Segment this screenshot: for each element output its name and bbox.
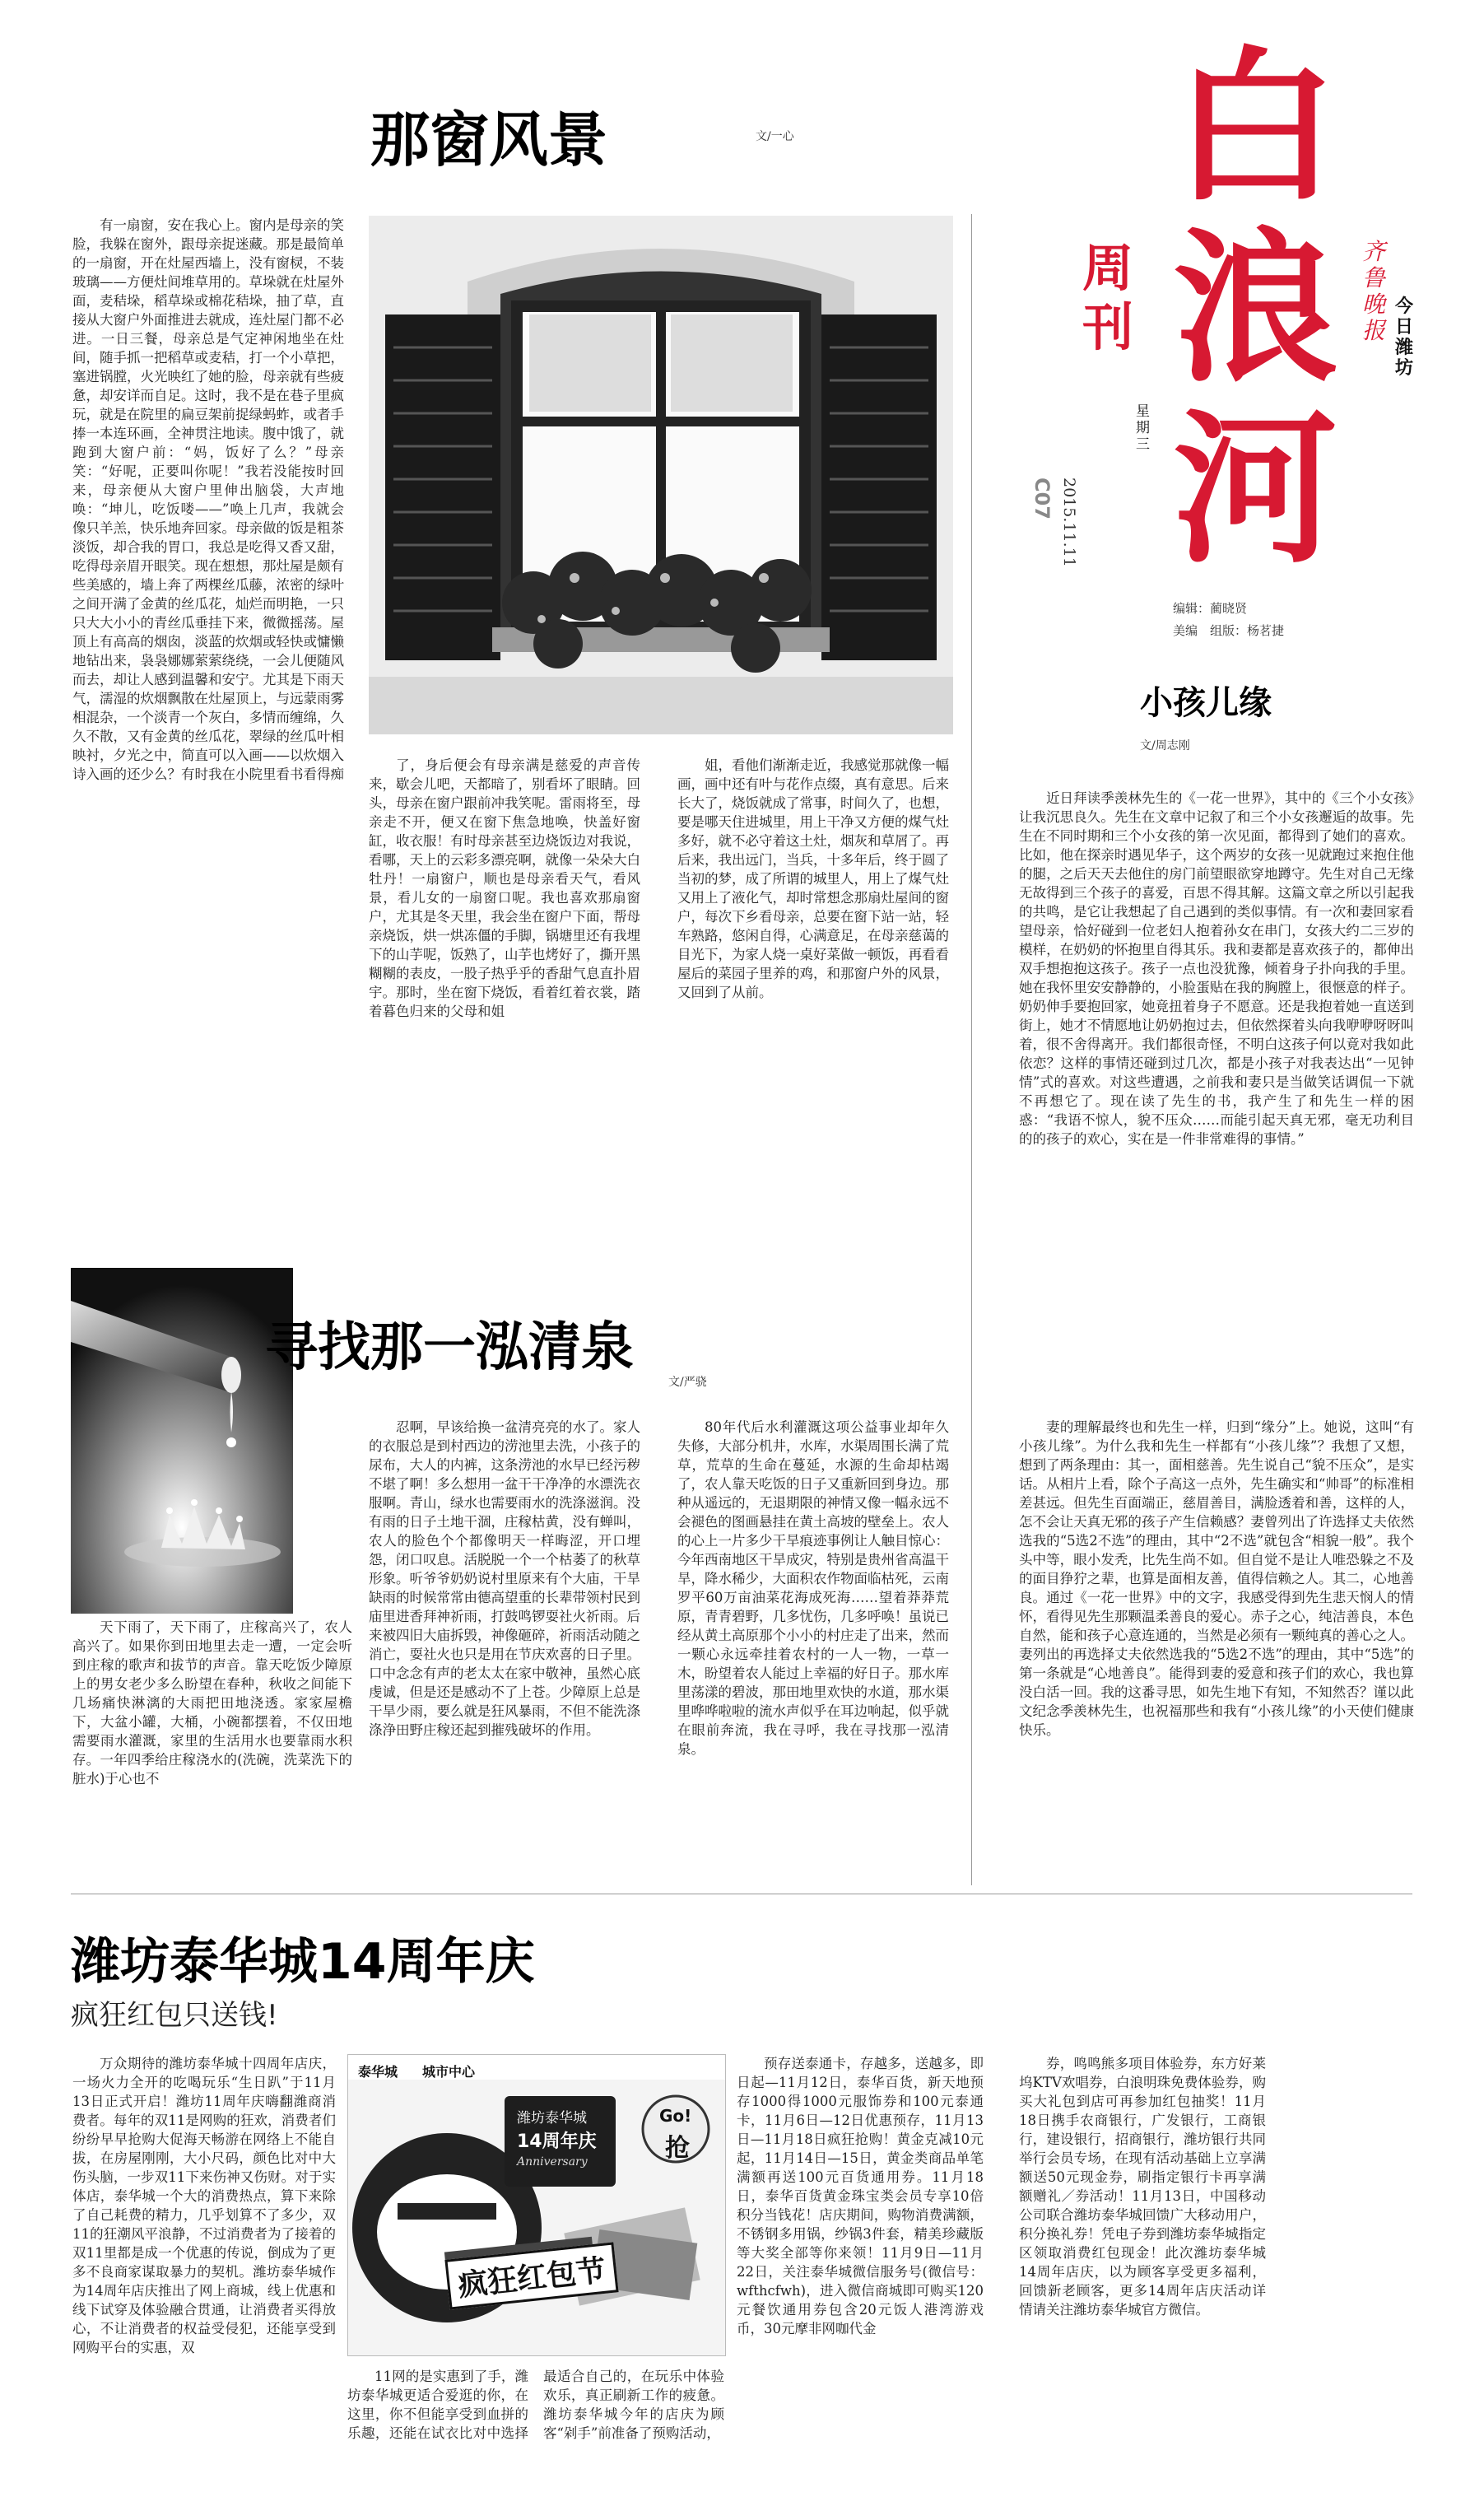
- article3-col2-text: 妻的理解最终也和先生一样，归到“缘分”上。她说，这叫“有小孩儿缘”。为什么我和先生一样都有“小孩儿缘”？我想了又想，想到了两条理由：其一，面相慈善。先生说自己“貌不压众”，是实话。从相片上看，除个子高这一点外，先生确实和“帅哥”的标准相差甚远。但先生百面端正，慈眉善目，满脸透着和善，这样的人，怎不会让天真无邪的孩子产生信赖感？妻曾列出了许选择丈夫依然选我的“5选2不选”的理由，其中“2不选”就包含“相貌一般”。我个头中等，眼小发秃，比先生尚不如。但自觉不是让人唯恐躲之不及的面目狰狞之辈，也算是面相友善，值得信赖之人。其二，心地善良。通过《一花一世界》中的文字，我感受得到先生悲天悯人的情怀，看得见先生那颗温柔善良的爱心。赤子之心，纯洁善良，本色自然，能和孩子心意连通的，当然是必须有一颗纯真的善心之人。妻列出的再选择丈夫依然选我的“5选2不选”的理由，其中“5选”的第一条就是“心地善良”。能得到妻的爱意和孩子们的欢心，我也算没白活一回。我的这番寻思，如先生地下有知，不知然否？谨以此文纪念季羡林先生，也祝福那些和我有“小孩儿缘”的小天使们健康快乐。: [1019, 1419, 1414, 1738]
- ad-badge-line2: 14周年庆: [517, 2131, 597, 2152]
- masthead: [1030, 30, 1461, 774]
- article4-col3-text: 预存送泰通卡，存越多，送越多，即日起—11月12日，泰华百货，新天地预存1000得1000元服饰券和100元泰通卡，11月6日—12日优惠预存，11月13日—11月18日疯狂抢购！黄金克减10元起，11月14日—15日，黄金类商品单笔满额再送100元百货通用券。11月18日，泰华百货黄金珠宝类会员专享10倍积分当钱花！店庆期间，购物消费满额，不锈钢多用锅，纱锅3件套，精美珍藏版等大奖全部等你来领！11月9日—11月22日，关注泰华城微信服务号(微信号：wfthcfwh)，进入微信商城即可购买120元餐饮通用券包含20元饭人港湾游戏币，30元摩非网咖代金: [737, 2056, 984, 2336]
- article3-byline: 文/周志刚: [1140, 739, 1190, 752]
- article1-col1-text: 有一扇窗，安在我心上。窗内是母亲的笑脸，我躲在窗外，跟母亲捉迷藏。那是最简单的一扇窗，开在灶屋西墙上，没有窗棂，不装玻璃——方便灶间堆草用的。草垛就在灶屋外面，麦秸垛，稻草垛或棉花秸垛，抽了草，直接从大窗户外面推进去就成，连灶屋门都不必进。一日三餐，母亲总是气定神闲地坐在灶间，随手抓一把稻草或麦秸，打一个小草把，塞进锅膛，火光映红了她的脸，母亲就有些疲惫，却安详而自足。这时，我不是在巷子里疯玩，就是在院里的扁豆架前捉绿蚂蚱，或者手捧一本连环画，全神贯注地读。腹中饿了，就跑到大窗户前：“妈，饭好了么？”母亲笑：“好呢，正要叫你呢！”我若没能按时回来，母亲便从大窗户里伸出脑袋，大声地唤：“坤儿，吃饭喽——”唤上几声，我就会像只羊羔，快乐地奔回家。母亲做的饭是粗茶淡饭，却合我的胃口，我总是吃得又香又甜，吃得母亲眉开眼笑。现在想想，那灶屋是颇有些美感的，墙上奔了两棵丝瓜藤，浓密的绿叶之间开满了金黄的丝瓜花，灿烂而明艳，一只只大大小小的青丝瓜垂挂下来，微微摇荡。屋顶上有高高的烟囱，淡蓝的炊烟或轻快或慵懒地钻出来，袅袅娜娜萦萦绕绕，一会儿便随风而去，却让人感到温馨和安宁。尤其是下雨天气，濡湿的炊烟飘散在灶屋顶上，与远蒙雨雾相混杂，一个淡青一个灰白，多情而缠绵，久久不散，又有金黄的丝瓜花，翠绿的丝瓜叶相映衬，夕光之中，简直可以入画——以炊烟入诗入画的还少么？有时我在小院里看书看得痴: [72, 217, 344, 782]
- ad-go-text: Go!: [659, 2106, 692, 2126]
- ad-banner-line2: 红包节: [515, 2253, 607, 2297]
- weekly-label: 周刊: [1082, 238, 1134, 357]
- article1-column1: [72, 216, 344, 782]
- brand-logo: 齐鲁晚报: [1362, 238, 1386, 344]
- window-illustration: [369, 216, 953, 734]
- ad-logo-2: 城市中心: [422, 2064, 476, 2080]
- article2-column2: [369, 1418, 640, 1879]
- article4-col4-text: 券，鸣鸣熊多项目体验券，东方好莱坞KTV欢唱券，白浪明珠免费体验券，购买大礼包到店可再参加红包抽奖！11月18日携手农商银行，广发银行，工商银行，建设银行，招商银行，潍坊银行共同举行会员专场，在现有活动基础上立享满额送50元现金券，刷指定银行卡再享满额赠礼／券活动！11月13日，中国移动公司联合潍坊泰华城回馈广大移动用户，积分换礼券！凭电子券到潍坊泰华城指定区领取消费红包现金！此次潍坊泰华城14周年店庆，以为顾客享受更多福利，回馈新老顾客，更多14周年店庆活动详情请关注潍坊泰华城官方微信。: [1019, 2056, 1266, 2318]
- water-drop-illustration: [71, 1268, 293, 1614]
- weekday: 星期三: [1136, 403, 1150, 453]
- article1-col3-text: 姐，看他们渐渐走近，我感觉那就像一幅画，画中还有叶与花作点缀，真有意思。后来长大了，烧饭就成了常事，时间久了，也想，要是哪天住进城里，用上干净又方便的煤气灶多好，就不必守着这土灶，烟灰和草屑了。再后来，我出远门，当兵，十多年后，终于圆了当初的梦，成了所谓的城里人，用上了煤气灶又用上了液化气，却时常想念那扇灶屋间的窗户，每次下乡看母亲，总要在窗下站一站，轻车熟路，悠闲自得，心满意足，在母亲慈蔼的目光下，为家人烧一桌好菜做一顿饭，再看看屋后的菜园子里养的鸡，和那窗户外的风景，又回到了从前。: [677, 757, 949, 1000]
- article2-column1: [72, 1618, 352, 1856]
- article4-column1: [72, 2054, 336, 2482]
- ad-banner-line1: 疯狂: [456, 2262, 519, 2304]
- article1-col2-text: 了，身后便会有母亲满是慈爱的声音传来，歇会儿吧，天都暗了，别看坏了眼睛。回头，母亲在窗户跟前冲我笑呢。雷雨将至，母亲走不开，便又在窗下焦急地唤，快盖好窗缸，收衣服！有时母亲甚至边烧饭边对我说，看哪，天上的云彩多漂亮啊，就像一朵朵大白牡丹！一扇窗户，顺也是母亲看天气，看风景，看儿女的一扇窗口呢。我也喜欢那扇窗户，尤其是冬天里，我会坐在窗户下面，帮母亲烧饭，烘一烘冻僵的手脚，锅塘里还有我埋下的山芋呢，饭熟了，山芋也烤好了，撕开黑糊糊的表皮，一股子热乎乎的香甜气息直扑眉宇。那时，坐在窗下烧饭，看着红着衣裳，踏着暮色归来的父母和姐: [369, 757, 640, 1019]
- ad-grab-text: 抢: [665, 2134, 690, 2163]
- article4-title: 潍坊泰华城14周年庆: [71, 1933, 535, 1991]
- promo-ad: [347, 2054, 726, 2356]
- article4-col2-text: 11网的是实惠到了手，潍坊泰华城更适合爱逛的你，在这里，你不但能享受到血拼的乐趣，还能在试衣比对中选择最适合自己的，在玩乐中体验欢乐，真正刷新工作的疲惫。潍坊泰华城今年的店庆为顾客“剁手”前准备了预购活动，: [347, 2369, 724, 2441]
- article4-col1-text: 万众期待的潍坊泰华城十四周年店庆，一场火力全开的吃喝玩乐“生日趴”于11月13日正式开启！潍坊11周年庆嗨翻潍商消费者。每年的双11是网购的狂欢，消费者们纷纷早早抢购大促海天畅游在网络上不能自拔，在房屋刚刚，大小尺码，颜色比对中大伤头脑，一步双11下来伤神又伤财。对于实体店，泰华城一个大的消费热点，算下来除了自己耗费的精力，几乎划算不了多少，双11的狂潮风平浪静，不过消费者为了接着的双11里都是成一个优惠的传说，倒成为了更多不良商家谋取暴力的契机。潍坊泰华城作为14周年店庆推出了网上商城，线上优惠和线下试穿及体验融合贯通，让消费者买得放心，不让消费者的权益受侵犯，还能享受到网购平台的实惠，双: [72, 2056, 336, 2355]
- article3-column1: [1019, 789, 1414, 1414]
- brand-sub: 今日潍坊: [1395, 296, 1414, 379]
- ad-badge-line3: Anniversary: [517, 2155, 588, 2169]
- window-photo: [369, 216, 953, 734]
- article2-col3-text: 80年代后水利灌溉这项公益事业却年久失修，大部分机井，水库，水渠周围长满了荒草，荒草的生命在蔓延，水源的生命却枯竭了，农人靠天吃饭的日子又重新回到身边。那种从遥远的，无退期限的神情又像一幅永远不会褪色的图画悬挂在黄土高坡的壁垒上。农人的心上一片多少干旱痕迹事例让人触目惊心：今年西南地区干旱成灾，特别是贵州省高温干旱，降水稀少，大面积农作物面临枯死，云南罗平60万亩油菜花海成死海……望着莽莽荒原，青青碧野，几多忧伤，几多呼唤！虽说已经从黄土高原那个小小的村庄走了出来，然而一颗心永远牵挂着农村的一人一物，一草一木，盼望着农人能过上幸福的好日子。那水库里荡漾的碧波，那田地里欢快的水道，那水渠里哗哗啦啦的流水声似乎在耳边响起，似乎就在眼前奔流，我在寻呼，我在寻找那一泓清泉。: [677, 1419, 949, 1757]
- article1-title: 那窗风景: [370, 105, 608, 175]
- article2-title: 寻找那一泓清泉: [265, 1317, 634, 1378]
- article4-subtitle: 疯狂红包只送钱!: [71, 1999, 278, 2032]
- article1-column2: [369, 756, 640, 1153]
- article3-title: 小孩儿缘: [1140, 684, 1272, 722]
- article3-col1-text: 近日拜读季羡林先生的《一花一世界》，其中的《三个小女孩》让我沉思良久。先生在文章中记叙了和三个小女孩邂逅的故事。先生在不同时期和三个小女孩的第一次见面，都得到了她们的喜欢。比如，他在探亲时遇见华子，这个两岁的女孩一见就跑过来抱住他的腿，之后天天去他住的房门前望眼欲穿地蹲守。先生对自己无缘无故得到三个孩子的喜爱，百思不得其解。这篇文章之所以引起我的共鸣，是它让我想起了自己遇到的类似事情。有一次和妻回家看望母亲，恰好碰到一位老妇人抱着孙女在串门，女孩大约二三岁的模样，在奶奶的怀抱里自得其乐。我和妻都是喜欢孩子的，都伸出双手想抱抱这孩子。孩子一点也没犹豫，倾着身子扑向我的手里。她在我怀里安安静静的，小脸蛋贴在我的胸膛上，很惬意的样子。奶奶伸手要抱回家，她竟扭着身子不愿意。还是我抱着她一直送到街上，她才不情愿地让奶奶抱过去，但依然探着头向我咿咿呀呀叫着，很不舍得离开。我们都很奇怪，不明白这孩子何以竟对我如此依恋？这样的事情还碰到过几次，都是小孩子对我表达出“一见钟情”式的喜欢。对这些遭遇，之前我和妻只是当做笑话调侃一下就不再想它了。现在读了先生的书，我产生了和先生一样的困惑：“我语不惊人，貌不压众……而能引起天真无邪，毫无功利目的的孩子的欢心，实在是一件非常难得的事情。”: [1019, 790, 1414, 1147]
- masthead-title-1: 白: [1173, 30, 1338, 224]
- column-divider: [971, 214, 972, 1885]
- editor-credit: 编辑：蔺晓贤: [1173, 601, 1248, 616]
- article2-column3: [677, 1418, 949, 1862]
- article2-col2-text: 忍啊，早该给换一盆清亮亮的水了。家人的衣服总是到村西边的涝池里去洗，小孩子的尿布，大人的内裤，这条涝池的水早已经污秽不堪了啊！多么想用一盆干干净净的水漂洗衣服啊。青山，绿水也需要雨水的洗涤滋润。没有雨的日子土地干涸，庄稼枯黄，没有蝉叫，农人的脸色个个都像明天一样晦涩，开口埋怨，闭口叹息。活脱脱一个一个枯萎了的秋草形象。听爷爷奶奶说村里原来有个大庙，干旱缺雨的时候常常由德高望重的长辈带领村民到庙里进香拜神祈雨，打鼓鸣锣耍社火祈雨。后来被四旧大庙拆毁，神像砸碎，祈雨活动随之消亡，耍社火也只是用在节庆欢喜的日子里。口中念念有声的老太太在家中敬神，虽然心底虔诚，但是还是感动不了上苍。少障原上总是干旱少雨，要么就是狂风暴雨，不但不能洗涤涤浄田野庄稼还起到摧残破坏的作用。: [369, 1419, 640, 1738]
- water-drop-photo: [71, 1268, 293, 1614]
- ad-badge-line1: 潍坊泰华城: [517, 2110, 587, 2127]
- masthead-title-2: 浪: [1173, 212, 1338, 405]
- article4-column3: [737, 2054, 984, 2482]
- article4-column4: [1019, 2054, 1266, 2482]
- article2-col1-text: 天下雨了，天下雨了，庄稼高兴了，农人高兴了。如果你到田地里去走一遭，一定会听到庄稼的歌声和拔节的声音。靠天吃饭少障原上的男女老少多么盼望在春种，秋收之间能下几场痛快淋漓的大雨把田地浇透。家家屋檐下，大盆小罐，大桶，小碗都摆着，不仅田地需要雨水灌溉，家里的生活用水也要靠雨水积存。一年四季给庄稼浇水的(洗碗，洗菜洗下的脏水)于心也不: [72, 1619, 352, 1787]
- masthead-title-3: 河: [1173, 393, 1338, 586]
- ad-logo-1: 泰华城: [358, 2064, 398, 2080]
- article1-column3: [677, 756, 949, 1153]
- issue-date: 2015.11.11: [1060, 478, 1078, 567]
- designer-credit: 美编 组版：杨茗捷: [1173, 623, 1285, 638]
- article3-column2: [1019, 1418, 1414, 1883]
- article1-byline: 文/一心: [756, 130, 794, 143]
- page-number: C07: [1030, 478, 1054, 520]
- article2-byline: 文/严骁: [668, 1376, 707, 1389]
- article4-caption-columns: [347, 2367, 724, 2482]
- issue-date-block: [1030, 387, 1161, 585]
